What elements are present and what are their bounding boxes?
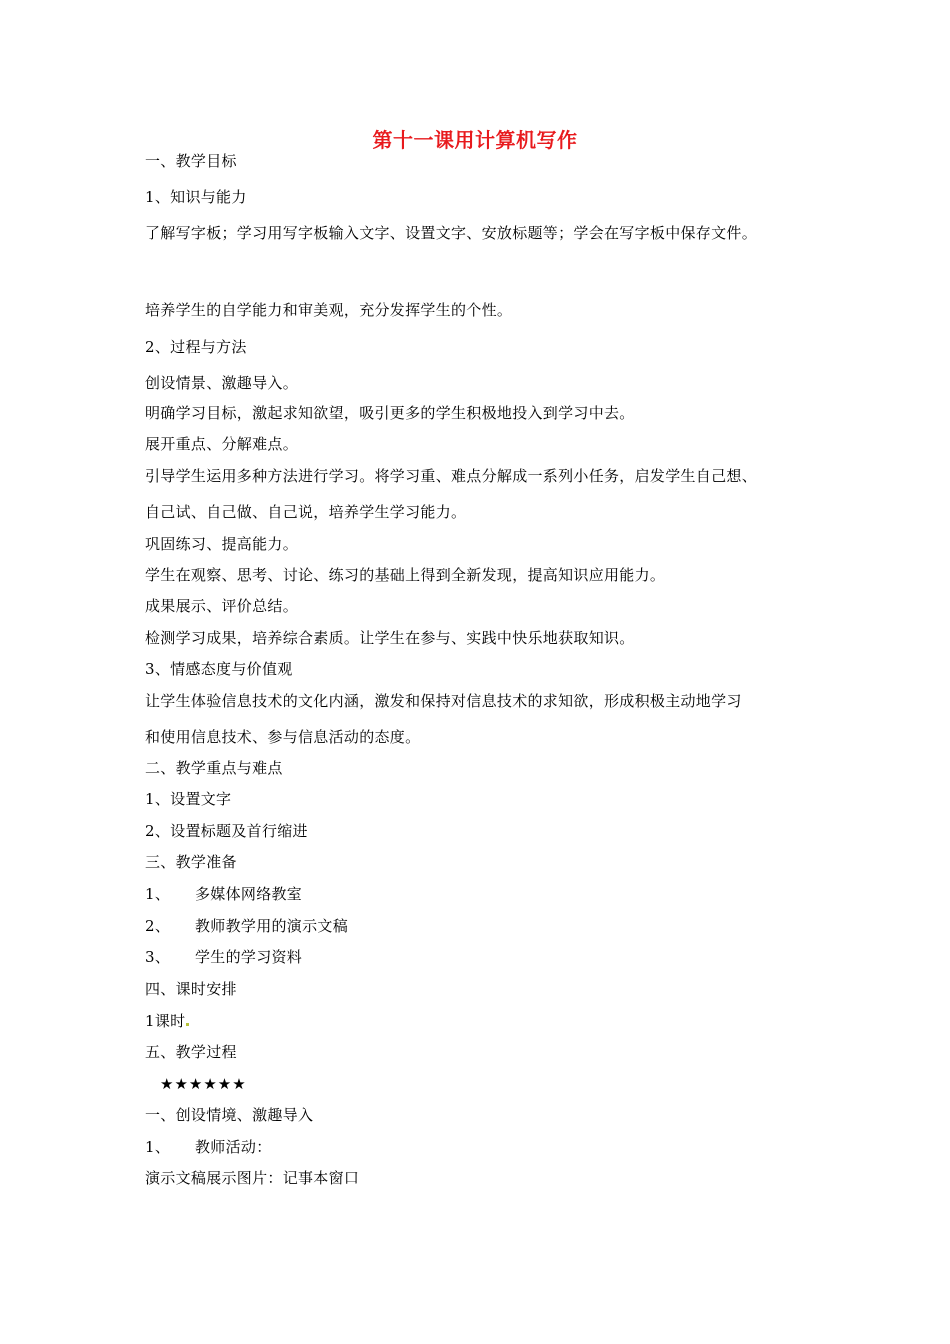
subheading-knowledge: 1、知识与能力 — [145, 188, 247, 206]
page-title: 第十一课用计算机写作 — [372, 128, 578, 152]
subheading-process: 2、过程与方法 — [145, 338, 247, 356]
subheading-attitude: 3、情感态度与价值观 — [145, 660, 293, 678]
paragraph: 成果展示、评价总结。 — [145, 597, 299, 615]
list-item — [145, 947, 302, 967]
paragraph: 创设情景、激趣导入。 — [145, 374, 299, 392]
list-number: 1、 — [145, 885, 171, 903]
list-item: 2、设置标题及首行缩进 — [145, 822, 308, 840]
paragraph: 检测学习成果，培养综合素质。让学生在参与、实践中快乐地获取知识。 — [145, 629, 635, 647]
paragraph — [145, 1011, 189, 1031]
paragraph: 演示文稿展示图片：记事本窗口 — [145, 1169, 360, 1187]
paragraph: 学生在观察、思考、讨论、练习的基础上得到全新发现，提高知识应用能力。 — [145, 566, 666, 584]
list-item: 1、设置文字 — [145, 790, 232, 808]
list-item-text: 多媒体网络教室 — [195, 885, 303, 903]
class-hours-text: 1课时 — [145, 1012, 186, 1030]
list-item — [145, 884, 302, 904]
paragraph: 培养学生的自学能力和审美观，充分发挥学生的个性。 — [145, 301, 513, 319]
paragraph: 自己试、自己做、自己说，培养学生学习能力。 — [145, 503, 467, 521]
list-item — [145, 916, 348, 936]
list-number: 3、 — [145, 948, 171, 966]
paragraph: 展开重点、分解难点。 — [145, 435, 299, 453]
heading-key-points: 二、教学重点与难点 — [145, 759, 283, 777]
list-item — [145, 1137, 272, 1157]
list-number: 1、 — [145, 1138, 171, 1156]
paragraph: 和使用信息技术、参与信息活动的态度。 — [145, 728, 421, 746]
list-number: 2、 — [145, 917, 171, 935]
list-item-text: 教师教学用的演示文稿 — [195, 917, 349, 935]
paragraph: 巩固练习、提高能力。 — [145, 535, 299, 553]
star-divider: ★★★★★★ — [160, 1075, 247, 1093]
heading-teaching-process: 五、教学过程 — [145, 1043, 237, 1061]
paragraph: 引导学生运用多种方法进行学习。将学习重、难点分解成一系列小任务，启发学生自己想、 — [145, 467, 758, 485]
heading-preparation: 三、教学准备 — [145, 853, 237, 871]
heading-schedule: 四、课时安排 — [145, 980, 237, 998]
list-item-text: 教师活动： — [195, 1138, 272, 1156]
paragraph: 让学生体验信息技术的文化内涵，激发和保持对信息技术的求知欲，形成积极主动地学习 — [145, 692, 742, 710]
heading-step-one: 一、创设情境、激趣导入 — [145, 1106, 314, 1124]
paragraph: 了解写字板；学习用写字板输入文字、设置文字、安放标题等；学会在写字板中保存文件。 — [145, 224, 758, 242]
marker-dot — [186, 1023, 189, 1026]
heading-teaching-goals: 一、教学目标 — [145, 152, 237, 170]
paragraph: 明确学习目标，激起求知欲望，吸引更多的学生积极地投入到学习中去。 — [145, 404, 635, 422]
list-item-text: 学生的学习资料 — [195, 948, 303, 966]
